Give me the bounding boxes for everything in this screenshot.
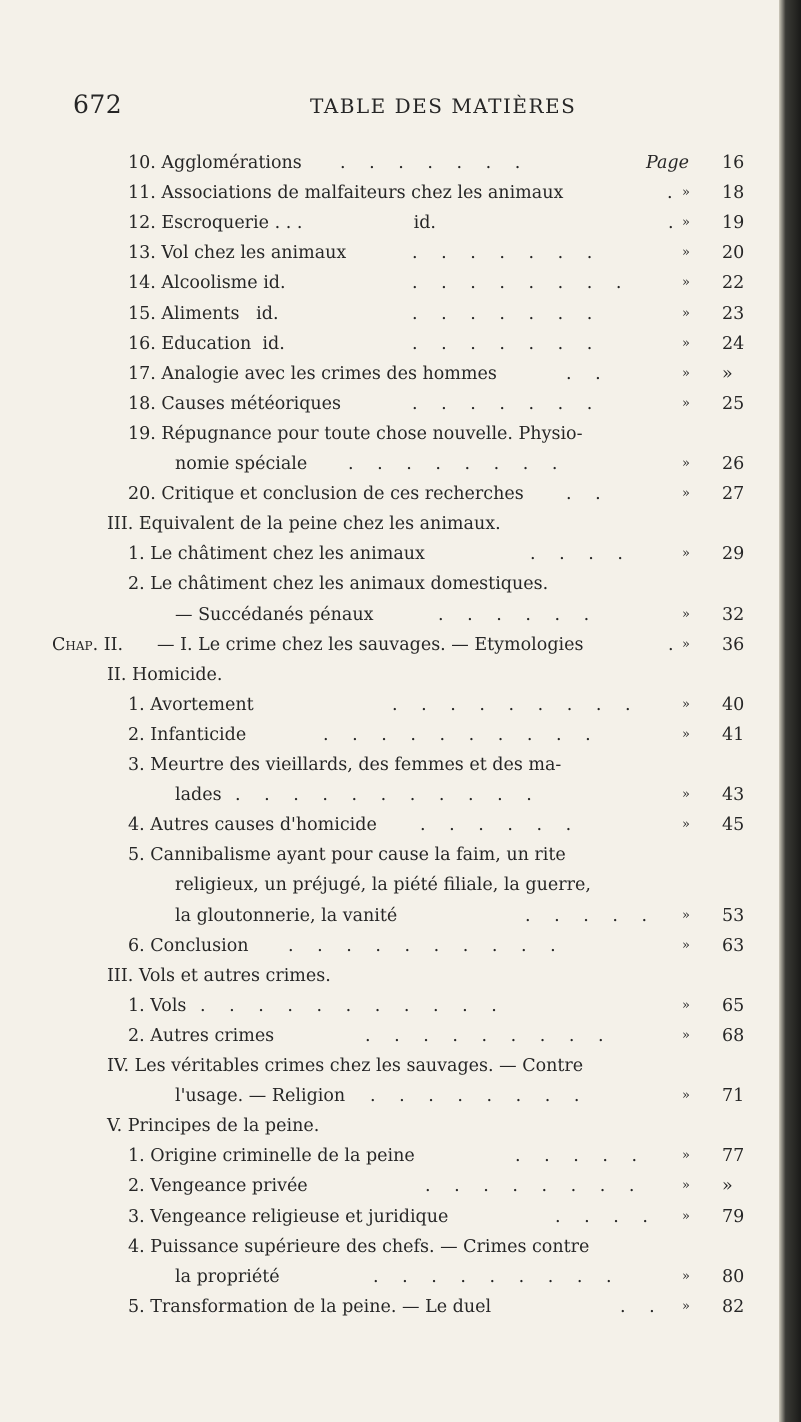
ditto-mark: » (682, 1209, 690, 1224)
ditto-mark: » (682, 546, 690, 561)
toc-entry-title: 5. Cannibalisme ayant pour cause la faim, un rite (128, 845, 566, 865)
dot-leader: . . (566, 364, 610, 384)
page-reference: 40 (722, 695, 745, 715)
chapter-label: Chap. II. (52, 635, 124, 655)
dot-leader: . . . . (530, 544, 632, 564)
toc-entry (0, 569, 780, 599)
toc-entry (0, 750, 780, 780)
page-reference: 19 (722, 213, 745, 233)
toc-entry-title: 3. Meurtre des vieillards, des femmes et des ma- (128, 755, 562, 775)
ditto-mark: » (682, 1269, 690, 1284)
dot-leader: . . (566, 484, 610, 504)
toc-entry-title: religieux, un préjugé, la piété filiale, la guerre, (175, 875, 591, 895)
page-reference: 45 (722, 815, 745, 835)
dot-leader: . (667, 183, 682, 203)
toc-entry (0, 539, 780, 569)
ditto-mark: » (682, 787, 690, 802)
toc-entry-title: 1. Avortement (128, 695, 254, 715)
dot-leader: . . . . . (525, 906, 657, 926)
toc-entry-title: 2. Infanticide (128, 725, 247, 745)
dot-leader: . . . . . (515, 1146, 647, 1166)
page-reference: 43 (722, 785, 745, 805)
dot-leader: . (668, 213, 683, 233)
dot-leader: . (668, 635, 683, 655)
toc-entry (0, 690, 780, 720)
toc-entry (0, 389, 780, 419)
toc-entry (0, 1021, 780, 1051)
ditto-mark: » (682, 486, 690, 501)
ditto-mark: » (682, 366, 690, 381)
toc-entry-title: 1. Origine criminelle de la peine (128, 1146, 415, 1166)
toc-entry-title: la propriété (175, 1267, 280, 1287)
toc-entry-title: 15. Aliments id. (128, 304, 279, 324)
dot-leader: . . . . . . . (412, 394, 602, 414)
toc-entry-title: 14. Alcoolisme id. (128, 273, 286, 293)
toc-entry (0, 810, 780, 840)
dot-leader: . . . . . . . (412, 304, 602, 324)
toc-entry (0, 509, 780, 539)
toc-entry (0, 600, 780, 630)
toc-entry (0, 931, 780, 961)
dot-leader: . . . . . . . (340, 153, 530, 173)
book-binding-edge (779, 0, 801, 1422)
toc-entry-title: 11. Associations de malfaiteurs chez les animaux (128, 183, 564, 203)
toc-entry (0, 419, 780, 449)
toc-entry-title: 5. Transformation de la peine. — Le duel (128, 1297, 492, 1317)
toc-entry-title: 16. Education id. (128, 334, 285, 354)
page-reference: 16 (722, 153, 745, 173)
page-reference: 32 (722, 605, 745, 625)
page-number: 672 (73, 90, 123, 119)
page-reference: 24 (722, 334, 745, 354)
ditto-mark: » (682, 1088, 690, 1103)
dot-leader: . . . . . . . . . . . (200, 996, 506, 1016)
toc-entry (0, 268, 780, 298)
toc-entry-title: 2. Autres crimes (128, 1026, 275, 1046)
toc-entry (0, 1202, 780, 1232)
toc-entry (0, 660, 780, 690)
page-reference: 82 (722, 1297, 745, 1317)
dot-leader: . . . . (555, 1207, 657, 1227)
ditto-mark: » (682, 938, 690, 953)
page-reference: 68 (722, 1026, 745, 1046)
toc-entry-title: 4. Autres causes d'homicide (128, 815, 377, 835)
dot-leader: . . . . . . (438, 605, 599, 625)
dot-leader: . . . . . . (420, 815, 581, 835)
page-reference: » (722, 364, 733, 384)
toc-entry-title: 19. Répugnance pour toute chose nouvelle. Physio- (128, 424, 583, 444)
page-reference: 26 (722, 454, 745, 474)
toc-entry (0, 238, 780, 268)
toc-entry-title: lades (175, 785, 222, 805)
toc-entry (0, 1171, 780, 1201)
toc-entry-title: nomie spéciale (175, 454, 308, 474)
dot-leader: . . . . . . . . . (392, 695, 640, 715)
toc-entry (0, 178, 780, 208)
dot-leader: . . . . . . . . (348, 454, 567, 474)
toc-entry (0, 148, 780, 178)
dot-leader: . . . . . . . . . . . (235, 785, 541, 805)
ditto-mark: » (682, 275, 690, 290)
page-header (0, 90, 780, 130)
toc-entry (0, 359, 780, 389)
page-reference: 20 (722, 243, 745, 263)
dot-leader: . . . . . . . (412, 243, 602, 263)
page-reference: 27 (722, 484, 745, 504)
dot-leader: . . . . . . . . (370, 1086, 589, 1106)
toc-entry-title: 3. Vengeance religieuse et juridique (128, 1207, 449, 1227)
toc-entry (0, 780, 780, 810)
ditto-mark: » (682, 215, 690, 230)
toc-entry (0, 1262, 780, 1292)
ditto-mark: » (682, 1028, 690, 1043)
ditto-mark: » (682, 1148, 690, 1163)
page-reference: 29 (722, 544, 745, 564)
dot-leader: . . . . . . . . (425, 1176, 644, 1196)
toc-entry-title: 4. Puissance supérieure des chefs. — Crimes contre (128, 1237, 590, 1257)
ditto-mark: » (682, 637, 690, 652)
toc-entry (0, 1081, 780, 1111)
page-column-heading: Page (646, 153, 689, 173)
dot-leader: . . . . . . . . . . (323, 725, 600, 745)
toc-entry-title: 6. Conclusion (128, 936, 249, 956)
toc-entry-title: 12. Escroquerie . . . id. (128, 213, 436, 233)
toc-entry-title: — Succédanés pénaux (175, 605, 374, 625)
ditto-mark: » (682, 817, 690, 832)
dot-leader: . . (620, 1297, 664, 1317)
toc-entry (0, 630, 780, 660)
page-reference: 71 (722, 1086, 745, 1106)
toc-entry-title: III. Equivalent de la peine chez les animaux. (107, 514, 501, 534)
page-reference: 22 (722, 273, 745, 293)
toc-entry (0, 479, 780, 509)
toc-entry-title: — I. Le crime chez les sauvages. — Etymologies (157, 635, 584, 655)
toc-entry-title: 18. Causes météoriques (128, 394, 342, 414)
toc-entry-title: 2. Le châtiment chez les animaux domestiques. (128, 574, 549, 594)
ditto-mark: » (682, 908, 690, 923)
page-reference: 63 (722, 936, 745, 956)
page-reference: 65 (722, 996, 745, 1016)
ditto-mark: » (682, 185, 690, 200)
toc-entry (0, 1232, 780, 1262)
toc-entry (0, 449, 780, 479)
toc-entry-title: 2. Vengeance privée (128, 1176, 308, 1196)
toc-entry-title: II. Homicide. (107, 665, 223, 685)
ditto-mark: » (682, 456, 690, 471)
dot-leader: . . . . . . . . . (373, 1267, 621, 1287)
toc-entry (0, 208, 780, 238)
toc-entry-title: 1. Le châtiment chez les animaux (128, 544, 425, 564)
toc-entry-title: V. Principes de la peine. (107, 1116, 320, 1136)
toc-entry-title: 13. Vol chez les animaux (128, 243, 347, 263)
page-reference: 25 (722, 394, 745, 414)
toc-entry (0, 1292, 780, 1322)
toc-entry (0, 329, 780, 359)
ditto-mark: » (682, 245, 690, 260)
page-reference: 79 (722, 1207, 745, 1227)
toc-entry (0, 991, 780, 1021)
ditto-mark: » (682, 727, 690, 742)
toc-entry-title: 20. Critique et conclusion de ces recherches (128, 484, 524, 504)
page-reference: 80 (722, 1267, 745, 1287)
toc-entry (0, 961, 780, 991)
dot-leader: . . . . . . . . . (365, 1026, 613, 1046)
toc-entry-title: 1. Vols (128, 996, 187, 1016)
dot-leader: . . . . . . . . . . (288, 936, 565, 956)
page-reference: 41 (722, 725, 745, 745)
ditto-mark: » (682, 396, 690, 411)
dot-leader: . . . . . . . . (412, 273, 631, 293)
toc-entry-title: IV. Les véritables crimes chez les sauvages. — Contre (107, 1056, 584, 1076)
ditto-mark: » (682, 1299, 690, 1314)
toc-entry (0, 1051, 780, 1081)
page-reference: 18 (722, 183, 745, 203)
toc-entry (0, 901, 780, 931)
page-reference: 53 (722, 906, 745, 926)
page-reference: » (722, 1176, 733, 1196)
toc-entry (0, 840, 780, 870)
dot-leader: . . . . . . . (412, 334, 602, 354)
toc-entry-title: III. Vols et autres crimes. (107, 966, 331, 986)
toc-entry (0, 1111, 780, 1141)
ditto-mark: » (682, 697, 690, 712)
ditto-mark: » (682, 607, 690, 622)
page-reference: 36 (722, 635, 745, 655)
toc-entry-title: la gloutonnerie, la vanité (175, 906, 398, 926)
toc-entry (0, 870, 780, 900)
running-title: TABLE DES MATIÈRES (310, 94, 577, 118)
ditto-mark: » (682, 998, 690, 1013)
toc-entry (0, 299, 780, 329)
toc-entry (0, 1141, 780, 1171)
page-reference: 23 (722, 304, 745, 324)
toc-entry-title: 10. Agglomérations (128, 153, 302, 173)
toc-entry (0, 720, 780, 750)
ditto-mark: » (682, 336, 690, 351)
page-reference: 77 (722, 1146, 745, 1166)
toc-entry-title: 17. Analogie avec les crimes des hommes (128, 364, 497, 384)
ditto-mark: » (682, 1178, 690, 1193)
toc-entry-title: l'usage. — Religion (175, 1086, 346, 1106)
ditto-mark: » (682, 306, 690, 321)
